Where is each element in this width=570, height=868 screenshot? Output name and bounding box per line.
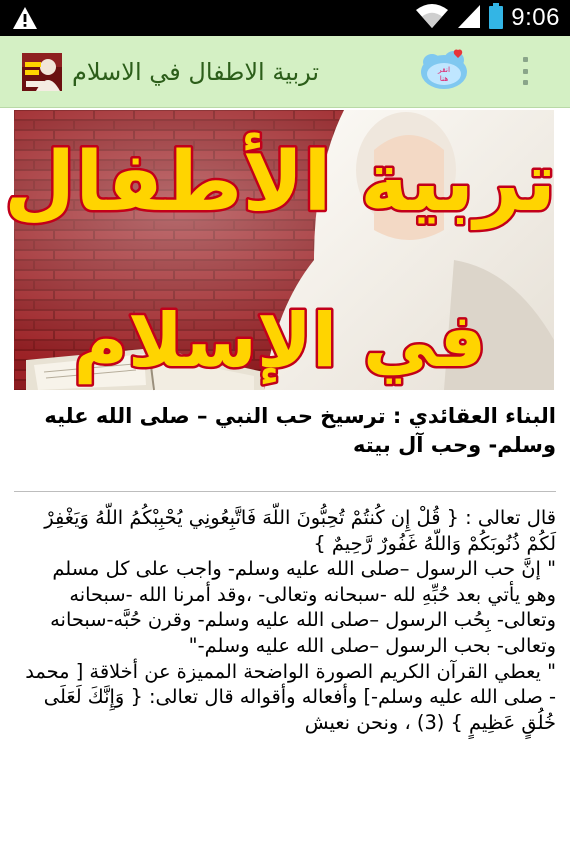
hero-title-line1 xyxy=(4,122,556,236)
divider xyxy=(14,491,556,492)
article-paragraph: " إنَّ حب الرسول –صلى الله عليه وسلم- واجب على كل مسلم وهو يأتي بعد حُبِّهِ لله -سبحانه وتعالى- ،وقد أمرنا الله -سبحانه وتعالى- بِحُب الرسول –صلى الله عليه وسلم- وقرن حُبَّه-سبحانه وتعالى- بحب الرسول –صلى الله عليه وسلم-" xyxy=(50,557,556,657)
app-logo-icon[interactable] xyxy=(22,53,62,91)
svg-text:هنا: هنا xyxy=(439,74,449,83)
hero-title-line1-text: تربية الأطفال xyxy=(4,135,556,230)
article-title: البناء العقائدي : ترسيخ حب النبي – صلى الله عليه وسلم- وحب آل بيته xyxy=(44,404,556,457)
status-time: 9:06 xyxy=(511,4,560,31)
share-badge-icon[interactable] xyxy=(418,48,470,92)
article-body[interactable] xyxy=(18,505,556,865)
hero-title-line2 xyxy=(73,288,487,392)
wifi-icon xyxy=(415,3,449,33)
overflow-menu-icon[interactable] xyxy=(518,54,532,88)
hero-title-line2-text: في الإسلام xyxy=(73,298,487,384)
svg-text:انقر: انقر xyxy=(437,65,451,74)
article-paragraph: " يعطي القرآن الكريم الصورة الواضحة المميزة عن أخلاقة [ محمد - صلى الله عليه وسلم-] وأفعاله وأقواله قال تعالى: { وَإِنَّكَ لَعَلَى خُلُقٍ عَظِيمٍ } (3) ، ونحن نعيش xyxy=(25,659,556,734)
warning-icon xyxy=(12,6,38,30)
status-indicators xyxy=(415,4,560,32)
article-paragraph: قال تعالى : { قُلْ إِن كُنتُمْ تُحِبُّونَ اللّهَ فَاتَّبِعُونِي يُحْبِبْكُمُ اللّهُ وَيَغْفِرْ لَكُمْ ذُنُوبَكُمْ وَاللّهُ غَفُورٌ رَّحِيمٌ } xyxy=(44,506,556,555)
status-bar xyxy=(0,0,570,36)
signal-icon xyxy=(457,3,481,33)
app-title: تربية الاطفال في الاسلام xyxy=(72,58,320,86)
battery-icon xyxy=(489,3,503,33)
